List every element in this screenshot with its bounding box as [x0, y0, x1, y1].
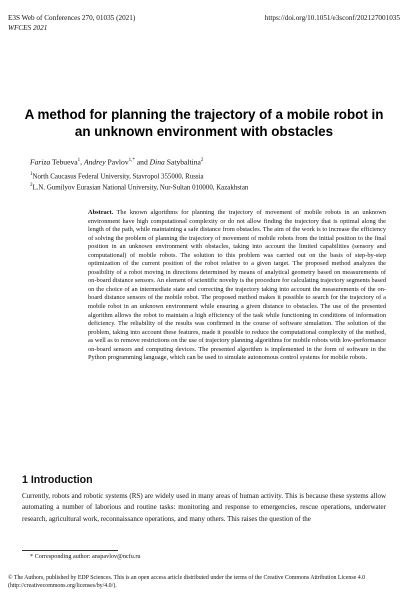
author-first-name: Fariza [30, 157, 51, 167]
license-notice: © The Authors, published by EDP Sciences. This is an open access article distributed under the terms of the Creative Commons Attribution License 4.0 (http://creativecommons.org/licenses/by/4.0/). [8, 575, 366, 589]
author-last-name: Pavlov [107, 157, 129, 167]
conference-name: WFCES 2021 [8, 24, 48, 32]
affiliation-text: L.N. Gumilyov Eurasian National University, Nur-Sultan 010000, Kazakhstan [32, 184, 249, 192]
abstract-label: Abstract. [88, 209, 114, 216]
section-body: Currently, robots and robotic systems (RS) are widely used in many areas of human activity. This is because these systems allow automating a number of laborious and routine tasks: monitoring and response to emergencies, rescue operations, underwater research, agricultural work, reconnaissance operations, and many others. This raises the question of the [22, 492, 386, 523]
affiliation-item [30, 181, 388, 192]
affiliation-text: North Caucasus Federal University, Stavropol 355000, Russia [32, 173, 204, 181]
author-first-name: Dina [149, 157, 165, 167]
affiliations [30, 170, 388, 193]
author-affil-mark: 1 [77, 158, 81, 163]
abstract [88, 209, 386, 363]
section-heading: 1 Introduction [22, 474, 93, 486]
author-last-name: Satybaltina [166, 157, 201, 167]
footnote-rule [22, 550, 118, 551]
affiliation-item [30, 170, 388, 181]
footnote-text: Corresponding author: anspavlov@ncfu.ru [34, 553, 141, 560]
affiliation-mark: 2 [30, 183, 33, 189]
doi-link[interactable]: https://doi.org/10.1051/e3sconf/202127001035 [264, 14, 400, 22]
footnote-mark: * [30, 553, 34, 560]
paper-title: A method for planning the trajectory of a mobile robot in an unknown environment with obstacles [24, 107, 384, 139]
author-last-name: Tebueva [52, 157, 78, 167]
abstract-text: The known algorithms for planning the trajectory of movement of mobile robots in an unknown environment have high computational complexity or do not allow finding the trajectory that is optimal along the length of the path, while maintaining a safe distance from obstacles. The aim of the work is to increase the efficiency of solving the problem of planning the trajectory of movement of mobile robots from the initial position to the final position in an unknown environment with obstacles, taking into account the limited capabilities (sensory and computational) of mobile robots. The solution to this problem was carried out on the basis of step-by-step optimization of the current position of the robot relative to a given target. The proposed method analyzes the possibility of a robot moving in directions determined by means of analytical geometry based on measurements of on-board distance sensors. An element of scientific novelty is the procedure for calculating trajectory segments based on the choice of an intermediate state and correcting the trajectory taking into account the measurements of the on-board distance sensors of the mobile robot. The proposed method makes it possible to search for the trajectory of a mobile robot in an unknown environment while ensuring a given distance to obstacles. The use of the presented algorithm allows the robot to maintain a high efficiency of the task while functioning in conditions of information deficiency. The reliability of the results was confirmed in the course of software simulation. The solution of the problem, taking into account these features, made it possible to reduce the computational complexity of the method, as well as to remove restrictions on the use of trajectory planning algorithms for mobile robots with low-performance on-board sensors and computing devices. The presented algorithm is implemented in the form of software in the Python programming language, which can be used to simulate autonomous control systems for mobile robots. [88, 209, 386, 362]
author-affil-mark: 2 [200, 158, 204, 163]
author-separator: , [80, 157, 84, 167]
footnote [30, 553, 141, 561]
author-first-name: Andrey [83, 157, 106, 167]
journal-citation: E3S Web of Conferences 270, 01035 (2021) [8, 14, 136, 22]
affiliation-mark: 1 [30, 172, 33, 177]
author-affil-mark: 1,* [128, 158, 135, 163]
author-list [30, 156, 388, 168]
author-separator: and [134, 157, 150, 167]
running-head-left [8, 13, 135, 33]
